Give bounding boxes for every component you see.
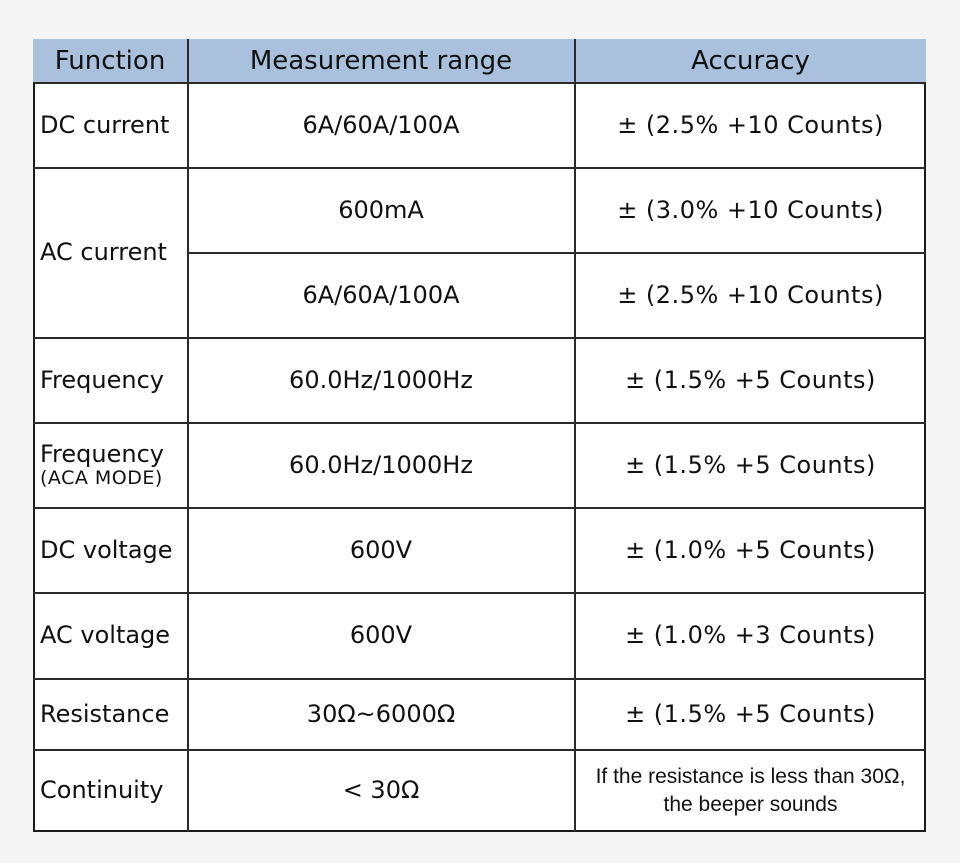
function-ac-current: AC current bbox=[40, 238, 167, 267]
range-ac-voltage: 600V bbox=[349, 621, 413, 650]
range-resistance: 30Ω~6000Ω bbox=[306, 699, 456, 728]
range-frequency-aca-mode: 60.0Hz/1000Hz bbox=[289, 450, 473, 479]
range-frequency: 60.0Hz/1000Hz bbox=[289, 365, 473, 394]
accuracy-ac-current-600ma: ± (3.0% +10 Counts) bbox=[617, 195, 884, 224]
function-frequency-aca-mode bbox=[33, 424, 187, 507]
function-ac-voltage: AC voltage bbox=[40, 621, 171, 650]
header-function: Function bbox=[54, 45, 166, 76]
function-frequency-aca-label: Frequency bbox=[40, 439, 164, 468]
accuracy-continuity bbox=[575, 751, 926, 830]
continuity-note-line-2: the beeper sounds bbox=[663, 792, 838, 816]
accuracy-dc-current: ± (2.5% +10 Counts) bbox=[617, 110, 884, 139]
accuracy-resistance: ± (1.5% +5 Counts) bbox=[625, 699, 876, 728]
function-resistance: Resistance bbox=[40, 699, 170, 728]
function-frequency: Frequency bbox=[40, 365, 164, 394]
function-aca-mode-label: (ACA MODE) bbox=[40, 467, 163, 490]
range-ac-current-100a: 6A/60A/100A bbox=[302, 280, 460, 309]
accuracy-frequency-aca-mode: ± (1.5% +5 Counts) bbox=[625, 450, 876, 479]
range-dc-voltage: 600V bbox=[349, 535, 413, 564]
function-dc-voltage: DC voltage bbox=[40, 535, 173, 564]
header-measurement-range: Measurement range bbox=[249, 45, 513, 76]
range-ac-current-600ma: 600mA bbox=[338, 195, 424, 224]
header-accuracy: Accuracy bbox=[691, 45, 810, 76]
function-continuity: Continuity bbox=[40, 775, 164, 804]
accuracy-frequency: ± (1.5% +5 Counts) bbox=[625, 365, 876, 394]
continuity-note-line-1: If the resistance is less than 30Ω, bbox=[595, 765, 906, 789]
range-continuity: < 30Ω bbox=[342, 775, 420, 804]
accuracy-dc-voltage: ± (1.0% +5 Counts) bbox=[625, 535, 876, 564]
function-dc-current: DC current bbox=[40, 110, 170, 139]
range-dc-current: 6A/60A/100A bbox=[302, 110, 460, 139]
accuracy-ac-voltage: ± (1.0% +3 Counts) bbox=[625, 621, 876, 650]
accuracy-ac-current-100a: ± (2.5% +10 Counts) bbox=[617, 280, 884, 309]
